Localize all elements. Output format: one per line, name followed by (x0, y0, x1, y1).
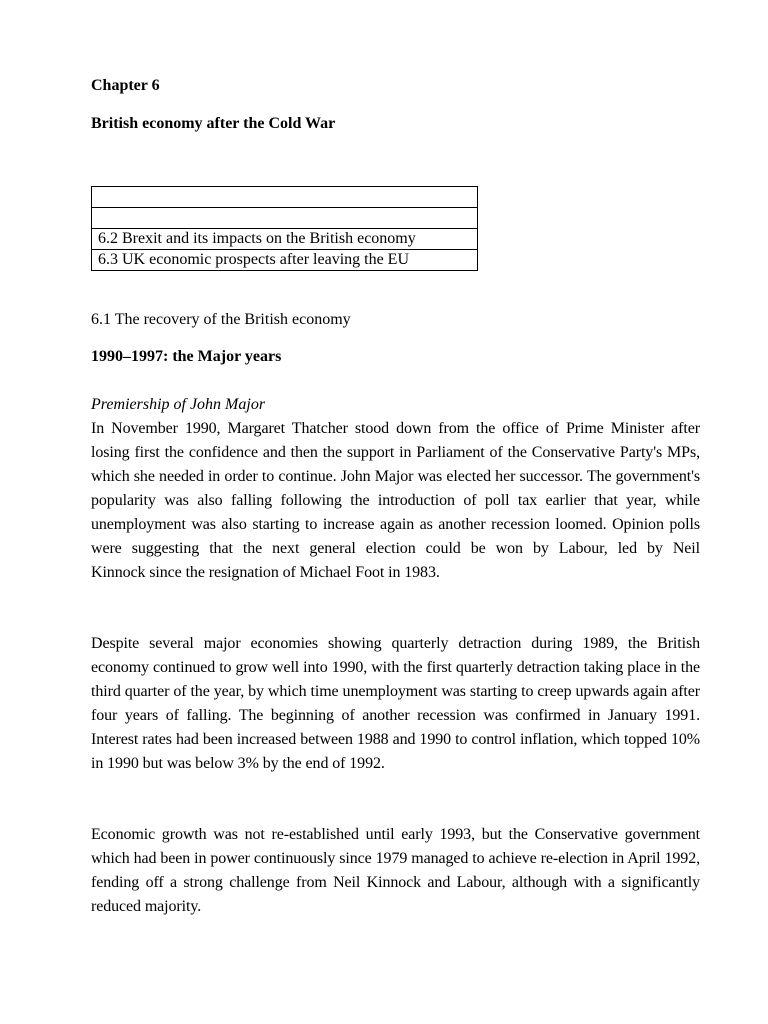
contents-row (92, 187, 478, 208)
section-heading: 6.1 The recovery of the British economy (91, 311, 351, 328)
contents-row (92, 229, 478, 250)
contents-cell: 6.3 UK economic prospects after leaving the EU (92, 250, 478, 271)
contents-cell (92, 187, 478, 208)
body-block-recession (91, 632, 700, 776)
chapter-title: British economy after the Cold War (91, 115, 336, 132)
contents-row (92, 208, 478, 229)
contents-cell: 6.2 Brexit and its impacts on the British economy (92, 229, 478, 250)
paragraph-growth: Economic growth was not re-established until early 1993, but the Conservative government which had been in power continuously since 1979 managed to achieve re-election in April 1992, fending off a strong challenge from Neil Kinnock and Labour, although with a significantly reduced majority. (91, 826, 700, 915)
paragraph-thatcher-resignation: In November 1990, Margaret Thatcher stood down from the office of Prime Minister after losing first the confidence and then the support in Parliament of the Conservative Party's MPs, which she needed in order to continue. John Major was elected her successor. The government's popularity was also falling following the introduction of poll tax earlier that year, while unemployment was also starting to increase again as another recession loomed. Opinion polls were suggesting that the next general election could be won by Labour, led by Neil Kinnock since the resignation of Michael Foot in 1983. (91, 420, 700, 581)
body-block-major-premiership (91, 393, 700, 585)
contents-row (92, 250, 478, 271)
contents-cell (92, 208, 478, 229)
era-heading: 1990–1997: the Major years (91, 348, 282, 365)
paragraph-recession: Despite several major economies showing quarterly detraction during 1989, the British economy continued to grow well into 1990, with the first quarterly detraction taking place in the third quarter of the year, by which time unemployment was starting to creep upwards again after four years of falling. The beginning of another recession was confirmed in January 1991. Interest rates had been increased between 1988 and 1990 to control inflation, which topped 10% in 1990 but was below 3% by the end of 1992. (91, 635, 700, 772)
chapter-label: Chapter 6 (91, 77, 160, 94)
body-block-growth (91, 823, 700, 919)
subheading-premiership: Premiership of John Major (91, 396, 266, 413)
contents-table (91, 186, 478, 271)
